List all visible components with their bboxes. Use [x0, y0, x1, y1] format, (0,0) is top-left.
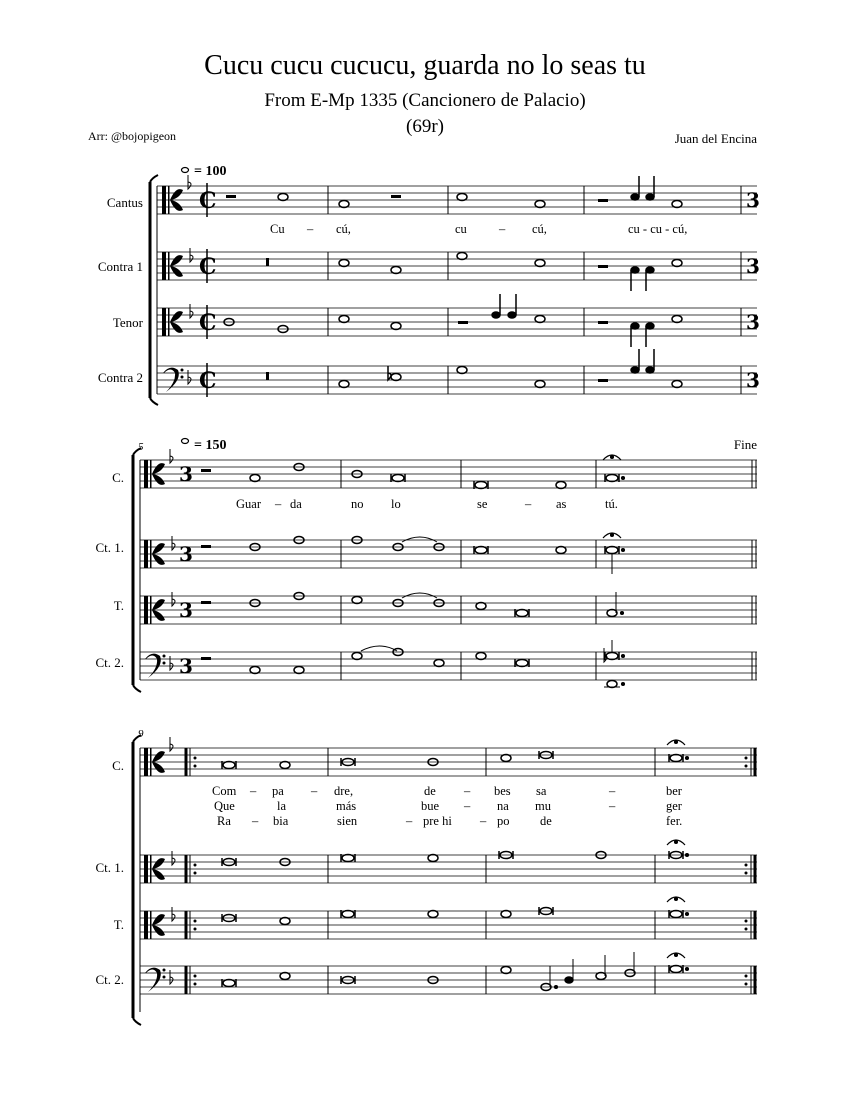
repeat-start [186, 748, 190, 994]
staff-tenor [157, 308, 757, 336]
c-clef-icon [144, 748, 165, 939]
lyric-syllable: Que [214, 799, 235, 813]
lyric-syllable: – [464, 784, 471, 798]
notes [222, 740, 688, 991]
lyric-syllable: – [609, 799, 616, 813]
svg-text:3: 3 [746, 188, 760, 212]
lyric-syllable: – [464, 799, 471, 813]
part-label: Ct. 1. [95, 860, 124, 875]
tempo-text: = 100 [194, 164, 227, 179]
barlines [328, 186, 584, 394]
lyric-syllable: bia [273, 814, 289, 828]
lyric-syllable: no [351, 497, 364, 511]
lyric-syllable: Ra [217, 814, 231, 828]
part-label: T. [113, 598, 124, 613]
lyric-syllable: po [497, 814, 510, 828]
arranger-credit: Arr: @bojopigeon [88, 129, 177, 143]
lyric-syllable: la [277, 799, 287, 813]
lyric-syllable: Com [212, 784, 237, 798]
score-title: Cucu cucu cucucu, guarda no lo seas tu [204, 50, 646, 81]
svg-text:3: 3 [179, 542, 193, 566]
lyric-syllable: de [424, 784, 436, 798]
lyric-syllable: as [556, 497, 567, 511]
part-label: Contra 2 [97, 370, 143, 385]
svg-text:C: C [199, 254, 217, 280]
lyric-syllable: – [311, 784, 318, 798]
cut-time-icon [199, 183, 217, 397]
part-label: Ct. 1. [95, 540, 124, 555]
system-1 [98, 164, 760, 405]
part-label: Contra 1 [97, 259, 143, 274]
svg-text:3: 3 [746, 254, 760, 278]
lyric-syllable: ber [666, 784, 682, 798]
svg-text:3: 3 [179, 598, 193, 622]
time-signature-3 [746, 188, 760, 392]
composer-credit: Juan del Encina [674, 131, 757, 146]
svg-text:C: C [199, 368, 217, 394]
lyric-syllable: pre hi [423, 814, 452, 828]
flat-icon [170, 449, 175, 670]
lyric-syllable: se [477, 497, 488, 511]
part-label: C. [112, 758, 124, 773]
lyric-syllable: sa [536, 784, 547, 798]
score-subtitle: From E-Mp 1335 (Cancionero de Palacio) [264, 90, 586, 111]
svg-text:C: C [199, 188, 217, 214]
lyric-syllable: lo [391, 497, 401, 511]
lyric-syllable: tú. [605, 497, 618, 511]
score-folio: (69r) [406, 116, 444, 137]
lyric-syllable: – [252, 814, 259, 828]
svg-text:3: 3 [746, 310, 760, 334]
lyric-syllable: – [406, 814, 413, 828]
lyric-syllable: – [307, 222, 314, 236]
svg-text:3: 3 [179, 654, 193, 678]
flat-icon [170, 737, 175, 984]
system-3 [95, 728, 757, 1025]
notes [224, 176, 682, 388]
lyric-syllable: cu - cu - cú, [628, 222, 688, 236]
svg-text:3: 3 [746, 368, 760, 392]
lyric-syllable: bue [421, 799, 440, 813]
lyric-syllable: cú, [336, 222, 351, 236]
part-label: Tenor [112, 315, 143, 330]
lyric-syllable: ger [666, 799, 682, 813]
lyrics-line-2 [236, 497, 618, 511]
lyric-syllable: – [480, 814, 487, 828]
lyric-syllable: – [499, 222, 506, 236]
lyric-syllable: bes [494, 784, 511, 798]
lyric-syllable: mu [535, 799, 551, 813]
fine-label: Fine [733, 437, 757, 452]
tempo-text: = 150 [194, 438, 227, 453]
lyric-syllable: dre, [334, 784, 354, 798]
part-label: Cantus [106, 195, 143, 210]
lyric-syllable: – [525, 497, 532, 511]
part-label: T. [113, 917, 124, 932]
svg-text:3: 3 [179, 462, 193, 486]
lyric-syllable: – [250, 784, 257, 798]
time-signature-3 [179, 462, 193, 678]
lyric-syllable: – [275, 497, 282, 511]
svg-text:C: C [199, 310, 217, 336]
lyric-syllable: Guar [236, 497, 261, 511]
lyric-syllable: sien [337, 814, 358, 828]
lyric-syllable: da [290, 497, 302, 511]
measure-number: 9 [138, 728, 144, 740]
lyric-syllable: fer. [666, 814, 683, 828]
lyric-syllable: más [336, 799, 357, 813]
lyric-syllable: – [609, 784, 616, 798]
part-label: Ct. 2. [95, 972, 124, 987]
lyric-syllable: de [540, 814, 552, 828]
c-clef-icon [144, 460, 165, 624]
lyric-syllable: Cu [270, 222, 285, 236]
lyric-syllable: cu [455, 222, 467, 236]
lyric-syllable: pa [272, 784, 284, 798]
staff-cantus [157, 186, 757, 214]
part-label: C. [112, 470, 124, 485]
measure-number: 5 [138, 441, 144, 453]
lyric-syllable: cú, [532, 222, 547, 236]
system-2 [95, 437, 757, 692]
notes [201, 455, 624, 688]
lyrics-verse-1 [212, 784, 683, 798]
part-label: Ct. 2. [95, 655, 124, 670]
repeat-end [751, 748, 755, 994]
tempo-mark [182, 438, 227, 453]
lyrics-verse-3 [217, 814, 682, 828]
flat-icon [188, 175, 193, 384]
lyrics-verse-2 [214, 799, 683, 813]
lyric-syllable: na [497, 799, 509, 813]
lyrics-line-1 [270, 222, 687, 236]
